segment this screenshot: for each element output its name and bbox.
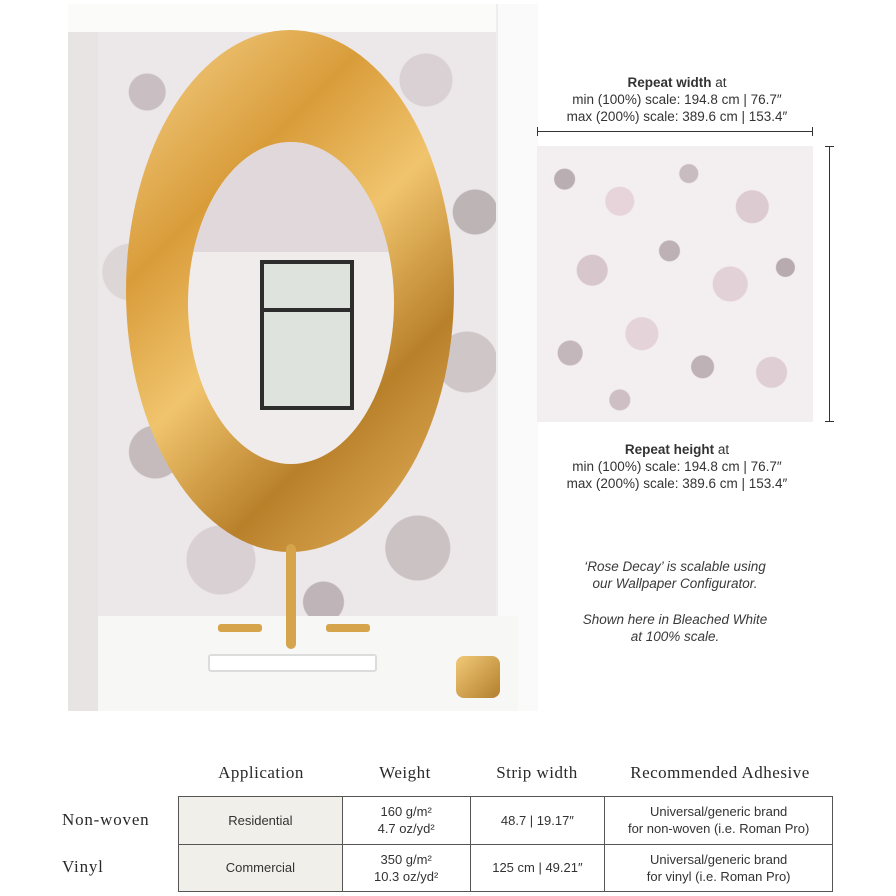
application-cell: Commercial [179, 844, 343, 892]
weight-cell [342, 797, 470, 845]
weight-cell [342, 844, 470, 892]
weight-metric: 350 g/m² [380, 851, 432, 867]
repeat-height-at: at [714, 442, 730, 457]
repeat-width-min: min (100%) scale: 194.8 cm | 76.7″ [572, 92, 782, 107]
adhesive-line-2: for vinyl (i.e. Roman Pro) [646, 868, 791, 884]
header-application: Application [218, 763, 304, 782]
table-row [179, 797, 833, 845]
strip-width-cell: 48.7 | 19.17″ [470, 797, 605, 845]
bathroom-photo [68, 4, 538, 711]
faucet-handle-left [218, 624, 262, 632]
row-label-vinyl: Vinyl [62, 857, 104, 876]
repeat-height-max: max (200%) scale: 389.6 cm | 153.4″ [566, 476, 788, 491]
repeat-width-at: at [711, 75, 727, 90]
repeat-width-title: Repeat width [627, 75, 712, 90]
repeat-height-title: Repeat height [624, 442, 715, 457]
repeat-width-info [540, 74, 814, 125]
note-line-4: at 100% scale. [630, 629, 720, 644]
shown-in-note [555, 611, 795, 645]
pattern-swatch [537, 146, 813, 422]
side-wall [68, 32, 100, 711]
faucet [286, 544, 296, 649]
row-label-non-woven: Non-woven [62, 810, 150, 829]
door-frame [496, 4, 538, 711]
adhesive-line-1: Universal/generic brand [649, 851, 788, 867]
sink [208, 654, 377, 672]
repeat-height-min: min (100%) scale: 194.8 cm | 76.7″ [572, 459, 782, 474]
note-line-3: Shown here in Bleached White [582, 612, 768, 627]
reflected-window [260, 260, 354, 410]
specs-table [178, 796, 833, 892]
reflected-wallpaper [188, 142, 394, 252]
ceiling [68, 4, 538, 34]
header-strip-width: Strip width [496, 763, 578, 782]
adhesive-line-2: for non-woven (i.e. Roman Pro) [627, 821, 810, 837]
faucet-handle-right [326, 624, 370, 632]
strip-width-cell: 125 cm | 49.21″ [470, 844, 605, 892]
weight-imperial: 10.3 oz/yd² [373, 868, 439, 884]
adhesive-line-1: Universal/generic brand [649, 804, 788, 820]
adhesive-cell [605, 797, 833, 845]
header-recommended-adhesive: Recommended Adhesive [630, 763, 810, 782]
repeat-height-info [540, 441, 814, 492]
note-line-2: our Wallpaper Configurator. [592, 576, 758, 591]
adhesive-cell [605, 844, 833, 892]
width-dimension-line [537, 131, 813, 132]
cabinet-knob [456, 656, 500, 698]
weight-imperial: 4.7 oz/yd² [377, 821, 435, 837]
header-weight: Weight [379, 763, 431, 782]
height-dimension-line [829, 146, 830, 422]
table-row [179, 844, 833, 892]
application-cell: Residential [179, 797, 343, 845]
mirror-reflection [188, 142, 394, 464]
weight-metric: 160 g/m² [380, 804, 432, 820]
repeat-width-max: max (200%) scale: 389.6 cm | 153.4″ [566, 109, 788, 124]
note-line-1: ‘Rose Decay’ is scalable using [584, 559, 766, 574]
scalable-note [555, 558, 795, 592]
